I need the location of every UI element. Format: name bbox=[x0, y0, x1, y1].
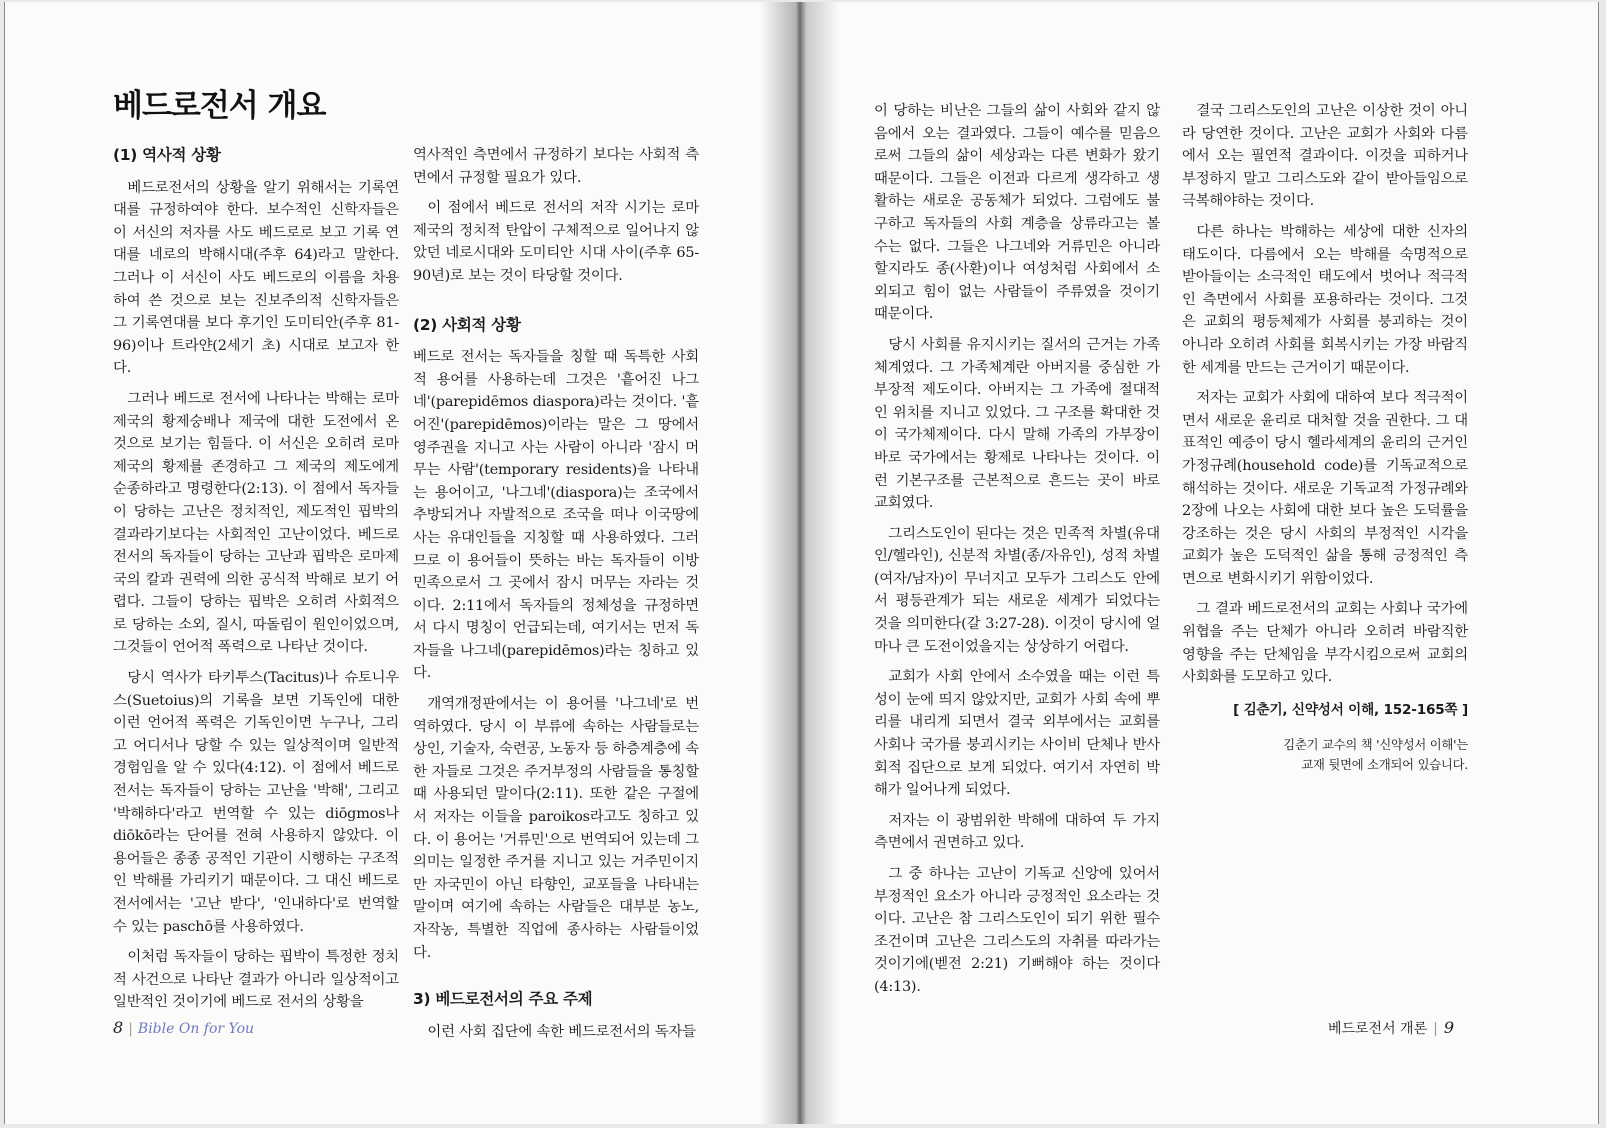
paragraph: 다른 하나는 박해하는 세상에 대한 신자의 태도이다. 다름에서 오는 박해를 숙명적으로 받아들이는 소극적인 태도에서 벗어나 적극적인 측면에서 사회를 포용하라는 것이다. 그것은 교회의 평등체제가 사회를 붕괴하는 것이 아니라 오히려 사회를 회복시키는 가장 바람직한 세계를 만드는 근거이기 때문이다. bbox=[1182, 223, 1468, 376]
reference-note-line: 교재 뒷면에 소개되어 있습니다. bbox=[1301, 758, 1468, 773]
right-page-column-2 bbox=[1182, 100, 1468, 775]
page-number: 8 bbox=[113, 1018, 124, 1037]
reference-note-line: 김춘기 교수의 책 '신약성서 이해'는 bbox=[1283, 738, 1468, 753]
paragraph: 저자는 이 광범위한 박해에 대하여 두 가지 측면에서 권면하고 있다. bbox=[874, 812, 1160, 852]
paragraph: 이처럼 독자들이 당하는 핍박이 특정한 정치적 사건으로 나타난 결과가 아니라 일상적이고 일반적인 것이기에 베드로 전서의 상황을 bbox=[113, 949, 399, 1011]
paragraph: 이 점에서 베드로 전서의 저작 시기는 로마제국의 정치적 탄압이 구체적으로 일어나지 않았던 네로시대와 도미티안 시대 사이(주후 65-90년)로 보는 것이 타당할 것이다. bbox=[413, 200, 699, 284]
source-citation: [ 김춘기, 신약성서 이해, 152-165쪽 ] bbox=[1233, 701, 1468, 718]
paragraph: 역사적인 측면에서 규정하기 보다는 사회적 측면에서 규정할 필요가 있다. bbox=[413, 147, 699, 186]
footer-divider: | bbox=[128, 1021, 133, 1037]
right-page bbox=[798, 2, 1599, 1124]
paragraph: 당시 역사가 타키투스(Tacitus)나 슈토니우스(Suetoius)의 기록을 보면 기독인에 대한 이런 언어적 폭력은 기독인이면 누구나, 그리고 어디서나 당할 수 있는 일상적이며 일반적 경험임을 알 수 있다(4:12). 이 점에서 베드로전서는 독자들이 당하는 고난을 '박해', 그리고 '박해하다'라고 번역할 수 있는 diōgmos나 diōkō라는 단어를 전혀 사용하지 않았다. 이 용어들은 종종 공적인 기관이 시행하는 구조적인 박해를 가리키기 때문이다. 그 대신 베드로 전서에서는 '고난 받다', '인내하다'로 번역할 수 있는 paschō를 사용하였다. bbox=[113, 670, 399, 935]
paragraph: 베드로 전서는 독자들을 칭할 때 독특한 사회적 용어를 사용하는데 그것은 '흩어진 나그네'(parepidēmos diaspora)라는 것이다. '흩어진'(parepidēmos)이라는 말은 그 땅에서 영주권을 지니고 사는 사람이 아니라 '잠시 머무는 사람'(temporary residents)을 나타내는 용어이고, '나그네'(diaspora)는 조국에서 추방되거나 자발적으로 조국을 떠나 이국땅에 사는 유대인들을 지칭할 때 사용하였다. 그러므로 이 용어들이 뜻하는 바는 독자들이 이방 민족으로서 그 곳에서 잠시 머무는 자라는 것이다. 2:11에서 독자들의 정체성을 규정하면서 다시 명칭이 언급되는데, 여기서는 먼저 독자들을 나그네(parepidēmos)라는 칭하고 있다. bbox=[413, 349, 699, 682]
left-page-column-1 bbox=[113, 144, 399, 1022]
paragraph: 그 결과 베드로전서의 교회는 사회나 국가에 위협을 주는 단체가 아니라 오히려 바람직한 영향을 주는 단체임을 부각시킴으로써 교회의 사회화를 도모하고 있다. bbox=[1182, 601, 1468, 686]
paragraph: 결국 그리스도인의 고난은 이상한 것이 아니라 당연한 것이다. 고난은 교회가 사회와 다름에서 오는 필연적 결과이다. 이것을 피하거나 부정하지 말고 그리스도와 같이 받아들임으로 극복해야하는 것이다. bbox=[1182, 103, 1468, 210]
section-heading-historical: (1) 역사적 상황 bbox=[113, 146, 221, 164]
paragraph: 개역개정판에서는 이 용어를 '나그네'로 번역하였다. 당시 이 부류에 속하는 사람들로는 상인, 기술자, 숙련공, 노동자 등 하층계층에 속한 자들로 그것은 주거부정의 사람들을 통칭할 때 사용되던 말이다(2:11). 또한 같은 구절에서 저자는 이들을 paroikos라고도 칭하고 있다. 이 용어는 '거류민'으로 번역되어 있는데 그 의미는 일정한 주거를 지니고 있는 거주민이지만 자국민이 아닌 타향인, 교포들을 나타내는 말이며 여기에 속하는 사람들은 대부분 농노, 자작농, 특별한 직업에 종사하는 사람들이었다. bbox=[413, 696, 699, 961]
paragraph: 교회가 사회 안에서 소수였을 때는 이런 특성이 눈에 띄지 않았지만, 교회가 사회 속에 뿌리를 내리게 되면서 결국 외부에서는 교회를 사회나 국가를 붕괴시키는 사이비 단체나 반사회적 집단으로 보게 되었다. 여기서 자연히 박해가 일어나게 되었다. bbox=[874, 669, 1160, 799]
paragraph: 이런 사회 집단에 속한 베드로전서의 독자들 bbox=[427, 1023, 696, 1040]
paragraph: 저자는 교회가 사회에 대하여 보다 적극적이면서 새로운 윤리로 대처할 것을 권한다. 그 대표적인 예증이 당시 헬라세계의 윤리의 근거인 가정규례(household code)를 기독교적으로 해석하는 것이다. 새로운 기독교적 가정규례와 2장에 나오는 사회에 대한 보다 높은 도덕률을 강조하는 것은 당시 사회의 부정적인 시각을 교회가 높은 도덕적인 삶을 통해 긍정적인 측면으로 변화시키기 위함이었다. bbox=[1182, 390, 1468, 587]
page-number: 9 bbox=[1443, 1018, 1454, 1037]
running-title: 베드로전서 개론 bbox=[1327, 1021, 1428, 1037]
right-page-column-1 bbox=[874, 100, 1160, 1007]
paragraph: 그 중 하나는 고난이 기독교 신앙에 있어서 부정적인 요소가 아니라 긍정적인 요소라는 것이다. 고난은 참 그리스도인이 되기 위한 필수 조건이며 고난은 그리스도의 자취를 따라가는 것이기에(벧전 2:21) 기뻐해야 하는 것이다(4:13). bbox=[874, 866, 1160, 995]
section-heading-themes: 3) 베드로전서의 주요 주제 bbox=[413, 990, 593, 1009]
footer-divider: | bbox=[1433, 1021, 1438, 1037]
left-page bbox=[4, 2, 797, 1124]
page-title: 베드로전서 개요 bbox=[113, 88, 326, 124]
page-footer-left bbox=[113, 1018, 254, 1037]
left-page-column-2 bbox=[413, 144, 699, 1051]
paragraph: 그러나 베드로 전서에 나타나는 박해는 로마제국의 황제숭배나 제국에 대한 도전에서 온 것으로 보기는 힘들다. 이 서신은 오히려 로마제국의 황제를 존경하고 그 제국의 제도에게 순종하라고 명령한다(2:13). 이 점에서 독자들이 당하는 고난은 정치적인, 제도적인 핍박의 결과라기보다는 사회적인 고난이었다. 베드로전서의 독자들이 당하는 고난과 핍박은 로마제국의 칼과 권력에 의한 공식적 박해로 보기 어렵다. 그들이 당하는 핍박은 오히려 사회적으로 당하는 소외, 질시, 따돌림이 원인이었으며, 그것들이 언어적 폭력으로 나타난 것이다. bbox=[113, 390, 399, 656]
paragraph: 그리스도인이 된다는 것은 민족적 차별(유대인/헬라인), 신분적 차별(종/자유인), 성적 차별(여자/남자)이 무너지고 모두가 그리스도 안에서 평등관계가 되는 새로운 세계가 되었다는 것을 의미한다(갈 3:27-28). 이것이 당시에 얼마나 큰 도전이었을지는 상상하기 어렵다. bbox=[874, 525, 1160, 655]
paragraph: 이 당하는 비난은 그들의 삶이 사회와 같지 않음에서 오는 결과였다. 그들이 예수를 믿음으로써 그들의 삶이 세상과는 다른 변화가 왔기 때문이다. 그들은 이전과 다르게 생각하고 생활하는 새로운 공동체가 되었다. 그럼에도 불구하고 독자들의 사회 계층을 상류라고는 볼 수는 없다. 그들은 나그네와 거류민은 아니라 할지라도 종(사환)이나 여성처럼 사회에서 소외되고 힘이 없는 사람들이 주류였을 것이기 때문이다. bbox=[874, 103, 1160, 323]
publication-name: Bible On for You bbox=[137, 1021, 255, 1037]
paragraph: 베드로전서의 상황을 알기 위해서는 기록연대를 규정하여야 한다. 보수적인 신학자들은 이 서신의 저자를 사도 베드로로 보고 기록 연대를 네로의 박해시대(주후 64)라고 말한다. 그러나 이 서신이 사도 베드로의 이름을 차용하여 쓴 것으로 보는 진보주의적 신학자들은 그 기록연대를 보다 후기인 도미티안(주후 81-96)이나 트라얀(2세기 초) 시대로 보고자 한다. bbox=[113, 179, 399, 377]
page-footer-right bbox=[1328, 1018, 1454, 1038]
section-heading-social: (2) 사회적 상황 bbox=[413, 315, 521, 334]
paragraph: 당시 사회를 유지시키는 질서의 근거는 가족체계였다. 그 가족체계란 아버지를 중심한 가부장적 제도이다. 아버지는 그 가족에 절대적인 위치를 지니고 있었다. 그 구조를 확대한 것이 국가체제이다. 다시 말해 가족의 가부장이 바로 국가에서는 황제로 나타나는 것이다. 이런 기본구조를 근본적으로 흔드는 곳이 바로 교회였다. bbox=[874, 336, 1160, 512]
reference-note bbox=[1182, 735, 1468, 775]
